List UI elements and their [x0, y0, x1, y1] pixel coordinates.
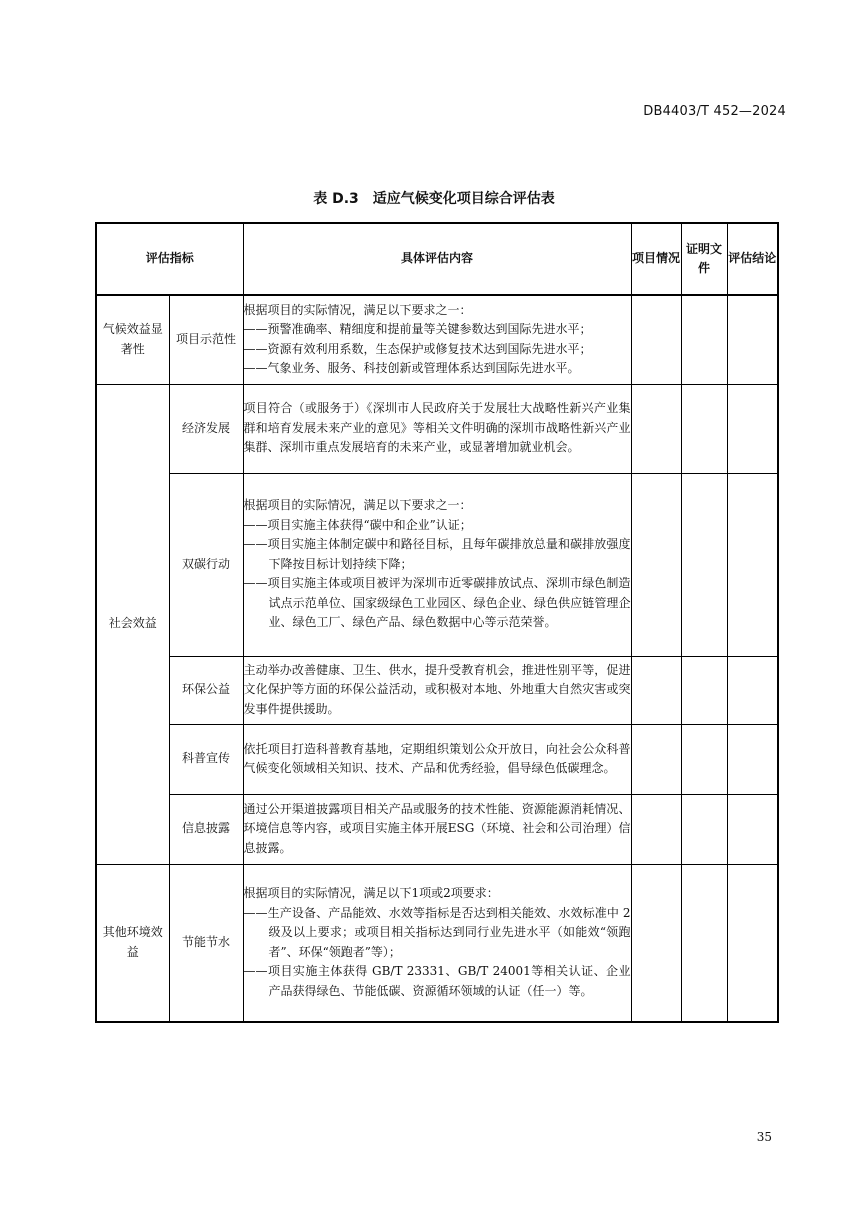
category-environment: 其他环境效益: [96, 864, 169, 1022]
sub-demonstration: 项目示范性: [169, 295, 243, 384]
evidence-cell: [681, 656, 727, 724]
content-environment: [243, 864, 631, 1022]
conclusion-cell: [727, 656, 778, 724]
evidence-cell: [681, 864, 727, 1022]
header-conclusion: 评估结论: [727, 223, 778, 295]
content-line: ——气象业务、服务、科技创新或管理体系达到国际先进水平。: [243, 361, 580, 376]
content-line: ——项目实施主体获得 GB/T 23331、GB/T 24001等相关认证、企业产品获得绿色、节能低碳、资源循环领域的认证（任一）等。: [243, 964, 631, 998]
evidence-cell: [681, 724, 727, 794]
status-cell: [631, 656, 681, 724]
sub-carbon: 双碳行动: [169, 473, 243, 656]
content-line: ——项目实施主体获得“碳中和企业”认证；: [243, 517, 472, 532]
content-disclosure: 通过公开渠道披露项目相关产品或服务的技术性能、资源能源消耗情况、环境信息等内容，或项目实施主体开展ESG（环境、社会和公司治理）信息披露。: [243, 794, 631, 864]
category-climate: 气候效益显著性: [96, 295, 169, 384]
status-cell: [631, 384, 681, 473]
status-cell: [631, 295, 681, 384]
conclusion-cell: [727, 864, 778, 1022]
table-row: [96, 864, 778, 1022]
table-row: [96, 473, 778, 656]
table-row: [96, 384, 778, 473]
content-line: ——生产设备、产品能效、水效等指标是否达到相关能效、水效标准中 2 级及以上要求；或项目相关指标达到同行业先进水平（如能效“领跑者”、环保“领跑者”等）；: [243, 905, 631, 959]
sub-energy-water: 节能节水: [169, 864, 243, 1022]
content-line: ——项目实施主体或项目被评为深圳市近零碳排放试点、深圳市绿色制造试点示范单位、国家级绿色工业园区、绿色企业、绿色供应链管理企业、绿色工厂、绿色产品、绿色数据中心等示范荣誉。: [243, 576, 631, 630]
assessment-table: [95, 222, 779, 1023]
content-welfare: 主动举办改善健康、卫生、供水，提升受教育机会，推进性别平等，促进文化保护等方面的环保公益活动，或积极对本地、外地重大自然灾害或突发事件提供援助。: [243, 656, 631, 724]
content-line: ——预警准确率、精细度和提前量等关键参数达到国际先进水平；: [243, 322, 592, 337]
content-line: 根据项目的实际情况，满足以下要求之一：: [243, 498, 472, 513]
conclusion-cell: [727, 295, 778, 384]
content-climate: [243, 295, 631, 384]
header-content: 具体评估内容: [243, 223, 631, 295]
sub-disclosure: 信息披露: [169, 794, 243, 864]
table-title: 表 D.3 适应气候变化项目综合评估表: [313, 191, 555, 207]
header-indicator: 评估指标: [96, 223, 243, 295]
conclusion-cell: [727, 794, 778, 864]
table-header-row: [96, 223, 778, 295]
table-row: [96, 724, 778, 794]
page-number: 35: [756, 1130, 772, 1144]
category-social: 社会效益: [96, 384, 169, 864]
content-line: ——项目实施主体制定碳中和路径目标，且每年碳排放总量和碳排放强度下降按目标计划持续下降；: [243, 537, 631, 571]
conclusion-cell: [727, 384, 778, 473]
status-cell: [631, 794, 681, 864]
content-carbon: [243, 473, 631, 656]
header-status: 项目情况: [631, 223, 681, 295]
table-row: [96, 295, 778, 384]
header-evidence: 证明文件: [681, 223, 727, 295]
content-line: 根据项目的实际情况，满足以下要求之一：: [243, 302, 472, 317]
content-education: 依托项目打造科普教育基地，定期组织策划公众开放日，向社会公众科普气候变化领域相关知识、技术、产品和优秀经验，倡导绿色低碳理念。: [243, 724, 631, 794]
content-line: ——资源有效利用系数，生态保护或修复技术达到国际先进水平；: [243, 341, 592, 356]
evidence-cell: [681, 295, 727, 384]
table-row: [96, 656, 778, 724]
evidence-cell: [681, 384, 727, 473]
evidence-cell: [681, 473, 727, 656]
conclusion-cell: [727, 473, 778, 656]
content-economy: 项目符合（或服务于）《深圳市人民政府关于发展壮大战略性新兴产业集群和培育发展未来产业的意见》等相关文件明确的深圳市战略性新兴产业集群、深圳市重点发展培育的未来产业，或显著增加就业机会。: [243, 384, 631, 473]
conclusion-cell: [727, 724, 778, 794]
content-line: 根据项目的实际情况，满足以下1项或2项要求：: [243, 886, 499, 901]
sub-economy: 经济发展: [169, 384, 243, 473]
sub-welfare: 环保公益: [169, 656, 243, 724]
sub-education: 科普宣传: [169, 724, 243, 794]
status-cell: [631, 473, 681, 656]
evidence-cell: [681, 794, 727, 864]
status-cell: [631, 724, 681, 794]
document-code: DB4403/T 452—2024: [643, 104, 786, 119]
status-cell: [631, 864, 681, 1022]
table-row: [96, 794, 778, 864]
